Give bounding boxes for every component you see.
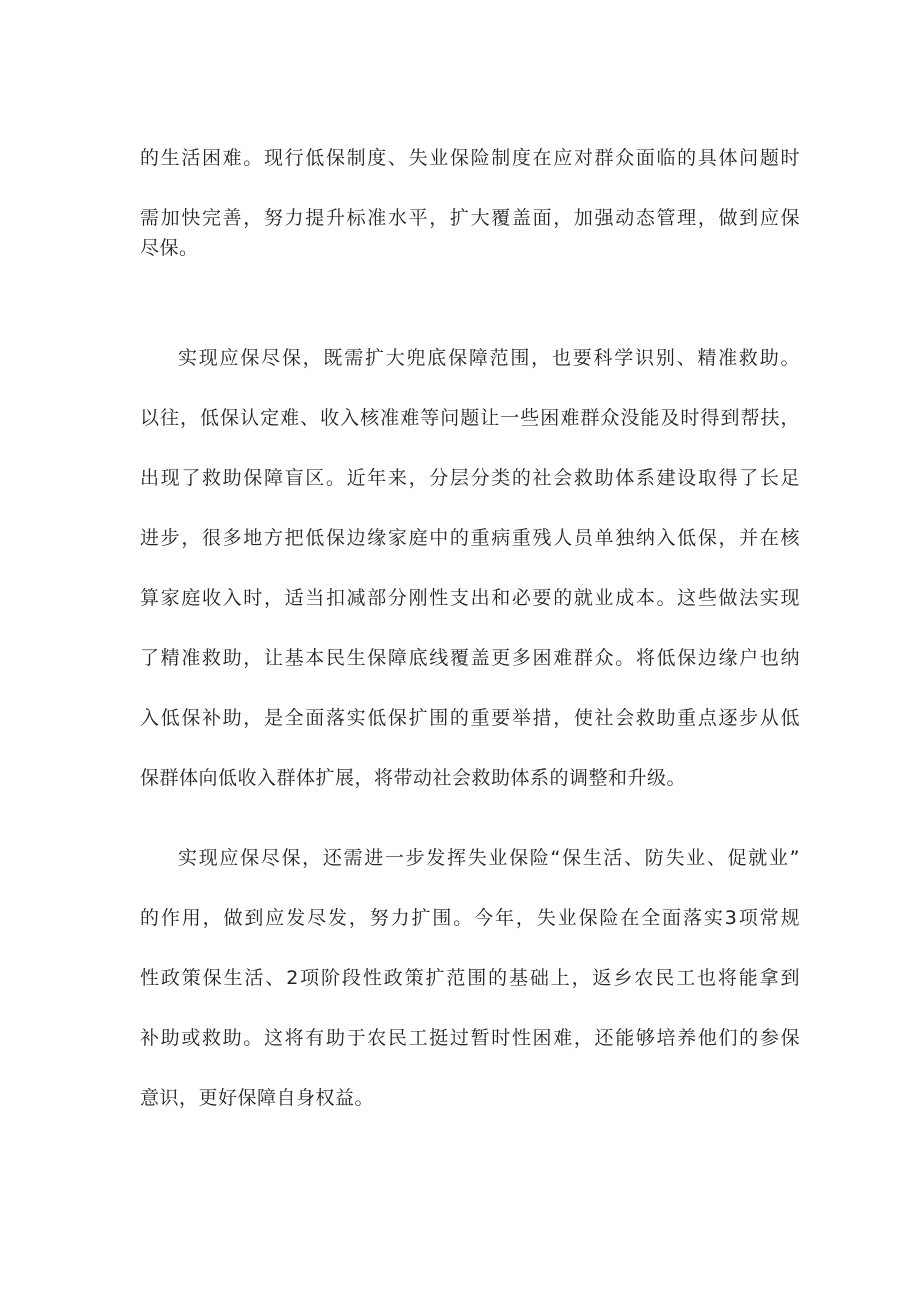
paragraph-2-line-5: 算家庭收入时，适当扣减部分刚性支出和必要的就业成本。这些做法实现 (140, 587, 800, 609)
paragraph-2-line-1: 实现应保尽保，既需扩大兜底保障范围，也要科学识别、精准救助。 (178, 347, 800, 369)
paragraph-2-line-4: 进步，很多地方把低保边缘家庭中的重病重残人员单独纳入低保，并在核 (140, 527, 800, 549)
paragraph-2-line-2: 以往，低保认定难、收入核准难等问题让一些困难群众没能及时得到帮扶， (140, 407, 800, 429)
paragraph-1-line-3: 尽保。 (140, 237, 199, 259)
paragraph-3-line-4: 补助或救助。这将有助于农民工挺过暂时性困难，还能够培养他们的参保 (140, 1027, 800, 1049)
paragraph-2-line-8: 保群体向低收入群体扩展，将带动社会救助体系的调整和升级。 (140, 767, 687, 789)
paragraph-3-line-3: 性政策保生活、2项阶段性政策扩范围的基础上，返乡农民工也将能拿到 (140, 967, 800, 989)
paragraph-2-line-6: 了精准救助，让基本民生保障底线覆盖更多困难群众。将低保边缘户也纳 (140, 647, 800, 669)
paragraph-3-line-5: 意识，更好保障自身权益。 (140, 1087, 375, 1109)
paragraph-3-line-1: 实现应保尽保，还需进一步发挥失业保险“保生活、防失业、促就业” (178, 847, 800, 869)
paragraph-2-line-3: 出现了救助保障盲区。近年来，分层分类的社会救助体系建设取得了长足 (140, 467, 800, 489)
paragraph-1-line-1: 的生活困难。现行低保制度、失业保险制度在应对群众面临的具体问题时 (140, 147, 800, 169)
paragraph-2-line-7: 入低保补助，是全面落实低保扩围的重要举措，使社会救助重点逐步从低 (140, 707, 800, 729)
paragraph-3-line-2: 的作用，做到应发尽发，努力扩围。今年，失业保险在全面落实3项常规 (140, 907, 800, 929)
paragraph-1-line-2: 需加快完善，努力提升标准水平，扩大覆盖面，加强动态管理，做到应保 (140, 207, 800, 229)
